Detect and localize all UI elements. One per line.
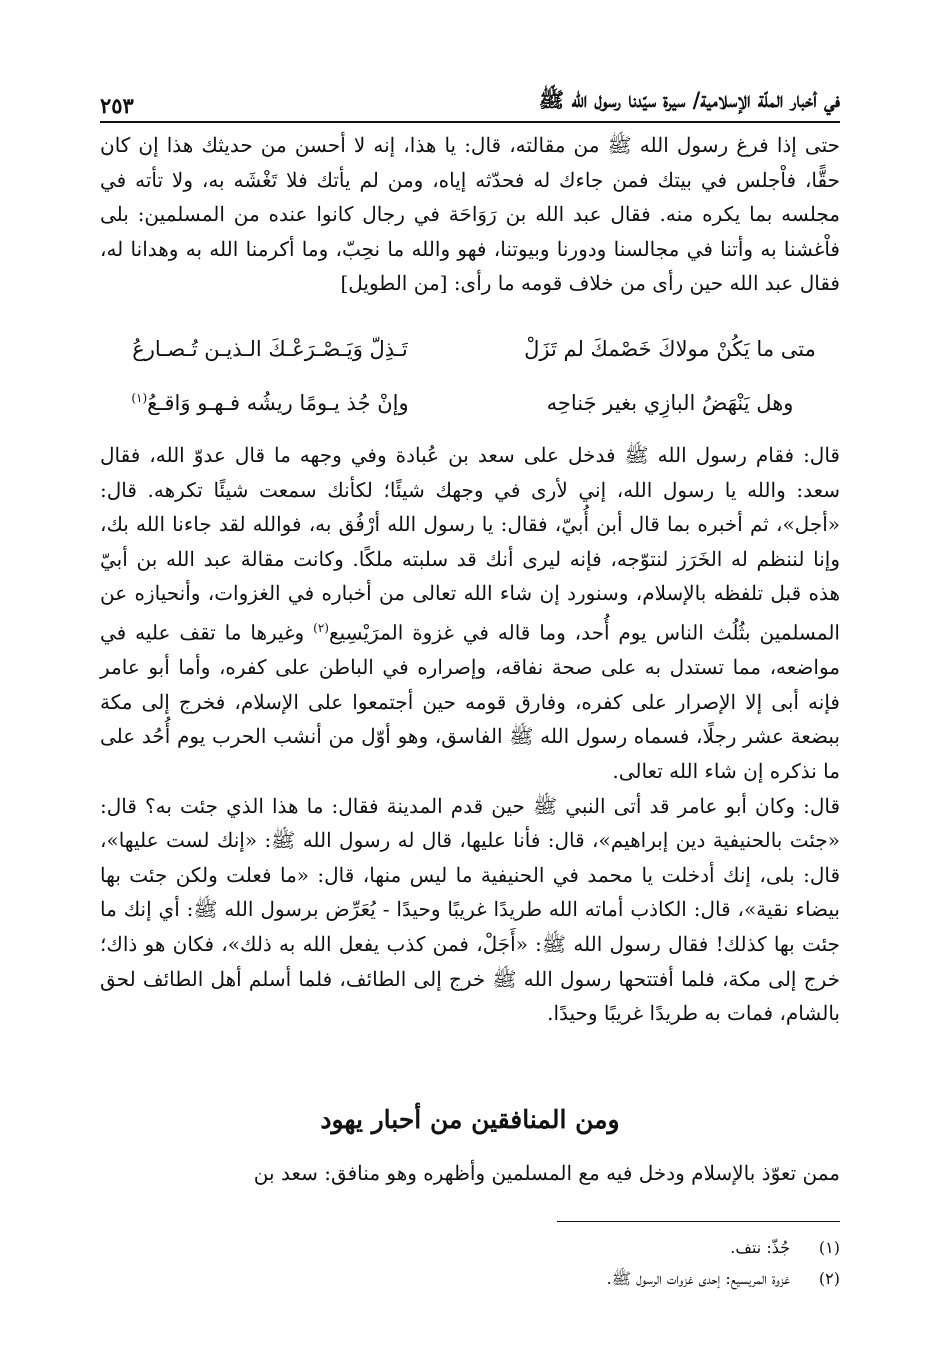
footnote-separator	[557, 1221, 840, 1222]
verse-2-second-text: وإنْ جُذ يـومًا ريشُه فـهـو وَاقـعُ	[147, 391, 409, 415]
footnote-1	[100, 1232, 840, 1263]
paragraph-2-rest: وغيرها ما تقف عليه في مواضعه، مما تستدل به على صحة نفاقه، وإصراره في الباطن على كفره، وأما أبو عامر فإنه أبى إلا الإصرار على كفره، وفارق قومه حين أجتمعوا على الإسلام، فخرج إلى مكة ببضعة عشر رجلًا، فسماه رسول الله ﷺ الفاسق، وهو أوّل من أنشب الحرب يوم أُحُد على ما نذكره إن شاء الله تعالى.	[100, 620, 840, 783]
footnote-1-number: (١)	[818, 1238, 840, 1257]
verse-2-second-hemistich	[100, 391, 440, 415]
verse-1-second-hemistich: تَـذِلّ وَيَـصْـرَعْـكَ الـذيـن تُـصـارعُ	[132, 337, 408, 361]
section-first-line: ممن تعوّذ بالإسلام ودخل فيه مع المسلمين وأظهره وهو منافق: سعد بن	[253, 1161, 840, 1185]
footnote-ref-2: (٢)	[313, 620, 329, 635]
paragraph-1: حتى إذا فرغ رسول الله ﷺ من مقالته، قال: يا هذا، إنه لا أحسن من حديثك هذا إن كان حقًّا، فاْجلس في بيتك فمن جاءك له فحدّثه إياه، ومن لم يأتك فلا تَغْشَه به، ولا تأته في مجلسه بما يكره منه. فقال عبد الله بن رَوَاحَة في رجال كانوا عنده من المسلمين: بلى فاْغشنا به وأتنا في مجالسنا ودورنا وبيوتنا، فهو والله ما نحِبّ، وما أكرمنا الله به وهدانا له، فقال عبد الله حين رأى من خلاف قومه ما رأى: [من الطويل]	[100, 133, 840, 296]
footnotes	[100, 1232, 840, 1294]
body-text-main	[100, 438, 840, 1031]
page-number: ٢٥٣	[100, 93, 134, 118]
verse-line-1	[100, 329, 840, 369]
footnote-2	[100, 1263, 840, 1294]
paragraph-3: قال: وكان أبو عامر قد أتى النبي ﷺ حين قدم المدينة فقال: ما هذا الذي جئت به؟ قال: «جئت بالحنيفية دين إبراهيم»، قال: فأنا عليها، قال له رسول الله ﷺ: «إنك لست عليها»، قال: بلى، إنك أدخلت يا محمد في الحنيفية ما ليس منها، قال: «ما فعلت ولكن جئت بها بيضاء نقية»، قال: الكاذب أماته الله طريدًا غريبًا وحيدًا - يُعَرِّض برسول الله ﷺ: أي إنك ما جئت بها كذلك! فقال رسول الله ﷺ: «أَجَلْ، فمن كذب يفعل الله به ذلك»، فكان هو ذاك؛ خرج إلى مكة، فلما أفتتحها رسول الله ﷺ خرج إلى الطائف، فلما أسلم أهل الطائف لحق بالشام، فمات به طريدًا غريبًا وحيدًا.	[100, 793, 840, 1026]
header-title: في أخبار الملّة الإسلامية/ سيرة سيّدنا رسول الله ﷺ	[538, 87, 840, 112]
verse-1-first-hemistich: متى ما يَكُنْ مولاكَ خَصْمكَ لم تَزَلْ	[524, 337, 816, 361]
paragraph-2	[100, 438, 840, 789]
footnote-1-text: جُذّ: نتف.	[730, 1238, 790, 1257]
paragraph-2-text: قال: فقام رسول الله ﷺ فدخل على سعد بن عُبادة وفي وجهه ما قال عدوّ الله، فقال سعد: والله يا رسول الله، إني لأرى في وجهك شيئًا؛ لكأنك سمعت شيئًا تكرهه. قال: «أجل»، ثم أخبره بما قال أبن أُبيّ، فقال: يا رسول الله أرْفُق به، فوالله لقد جاءنا الله بك، وإنا لننظم له الخَرَز لنتوّجه، فإنه ليرى أنك قد سلبته ملكًا. وكانت مقالة عبد الله بن أبيّ هذه قبل تلفظه بالإسلام، وسنورد إن شاء الله تعالى من أخباره في الغزوات، وأنحيازه عن المسلمين بثُلُث الناس يوم أُحد، وما قاله في غزوة المرَيْسِيع	[100, 443, 840, 645]
footnote-ref-1: (١)	[131, 391, 148, 405]
verse-line-2	[100, 383, 840, 423]
section-heading: ومن المنافقين من أحبار يهود	[320, 1105, 620, 1134]
header-rule	[100, 121, 840, 123]
footnote-2-number: (٢)	[818, 1269, 840, 1288]
running-header	[100, 78, 840, 118]
footnote-2-text: غزوة المريسيع: إحدى غزوات الرسول ﷺ.	[606, 1269, 790, 1288]
body-text-top	[100, 128, 840, 301]
verse-2-first-hemistich: وهل يَنْهَضُ البازِي بغير جَناحِه	[546, 391, 794, 415]
